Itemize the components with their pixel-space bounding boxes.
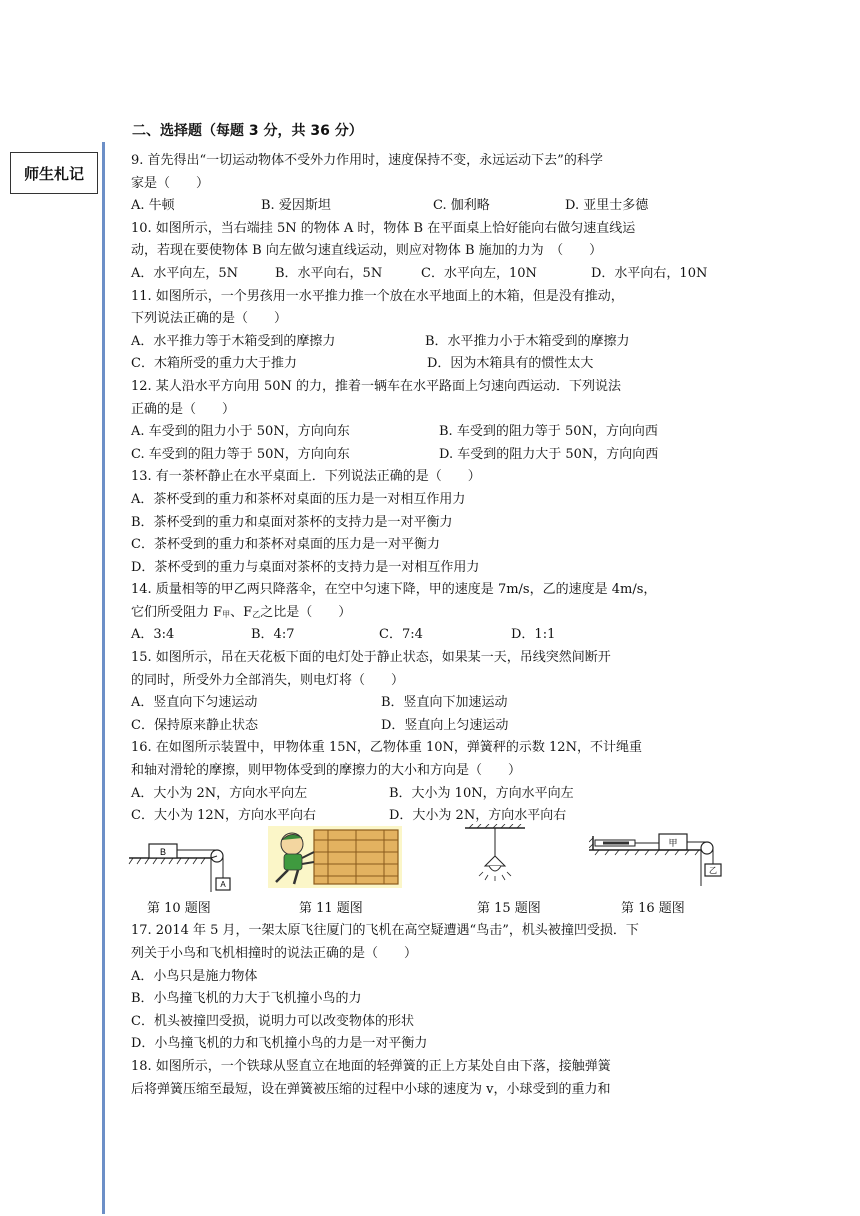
fig10-block-a-label: A xyxy=(220,879,226,889)
q13-option-a: A．茶杯受到的重力和茶杯对桌面的压力是一对相互作用力 xyxy=(131,491,466,507)
q16-options-row-1 xyxy=(131,783,731,806)
q17-option-c: C．机头被撞凹受损，说明力可以改变物体的形状 xyxy=(131,1013,414,1029)
q14-option-a: A．3:4 xyxy=(131,627,175,643)
q11-option-c: C．木箱所受的重力大于推力 xyxy=(131,356,297,372)
q11-options-row-1 xyxy=(131,331,731,354)
q11-option-a: A．水平推力等于木箱受到的摩擦力 xyxy=(131,333,336,349)
q14-sub-jia: 甲 xyxy=(222,609,231,619)
fig15-caption: 第 15 题图 xyxy=(477,900,541,916)
q10-option-c: C．水平向左，10N xyxy=(421,265,537,281)
margin-rule xyxy=(102,142,105,1214)
q17-option-b: B．小鸟撞飞机的力大于飞机撞小鸟的力 xyxy=(131,991,362,1007)
question-list xyxy=(131,150,731,1101)
q14-sub-yi: 乙 xyxy=(252,609,261,619)
hanging-lamp-icon xyxy=(461,824,529,886)
q16-stem-2: 和轴对滑轮的摩擦，则甲物体受到的摩擦力的大小和方向是（ ） xyxy=(131,763,522,779)
q13-option-d: D．茶杯受到的重力与桌面对茶杯的支持力是一对相互作用力 xyxy=(131,559,480,575)
q17-stem-1: 17. 2014 年 5 月，一架太原飞往厦门的飞机在高空疑遭遇“鸟击”，机头被撞凹受损．下 xyxy=(131,923,639,939)
q14-option-d: D．1:1 xyxy=(511,627,556,643)
q9-option-b: B. 爱因斯坦 xyxy=(261,198,331,214)
q9-option-a: A. 牛顿 xyxy=(131,198,175,214)
q16-option-d: D．大小为 2N，方向水平向右 xyxy=(389,808,567,824)
q18-stem-2: 后将弹簧压缩至最短，设在弹簧被压缩的过程中小球的速度为 v，小球受到的重力和 xyxy=(131,1081,611,1097)
q16-option-a: A．大小为 2N，方向水平向左 xyxy=(131,785,308,801)
q12-option-c: C. 车受到的阻力等于 50N，方向向东 xyxy=(131,446,350,462)
figure-captions xyxy=(131,898,731,921)
q16-option-b: B．大小为 10N，方向水平向左 xyxy=(389,785,574,801)
q15-options-row-2 xyxy=(131,715,731,738)
q15-option-a: A．竖直向下匀速运动 xyxy=(131,695,258,711)
q15-option-c: C．保持原来静止状态 xyxy=(131,717,258,733)
q17-option-d: D．小鸟撞飞机的力和飞机撞小鸟的力是一对平衡力 xyxy=(131,1036,428,1052)
boy-pushing-crate-icon xyxy=(268,826,402,888)
q16-option-c: C．大小为 12N，方向水平向右 xyxy=(131,808,316,824)
q17-stem-2: 列关于小鸟和飞机相撞时的说法正确的是（ ） xyxy=(131,946,418,961)
q12-options-row-2 xyxy=(131,444,731,467)
q12-option-b: B. 车受到的阻力等于 50N，方向向西 xyxy=(439,424,658,440)
q16-options-row-2 xyxy=(131,805,731,828)
q14-stem-2-pre: 它们所受阻力 F xyxy=(131,604,223,620)
q18-stem-1: 18. 如图所示，一个铁球从竖直立在地面的轻弹簧的正上方某处自由下落，接触弹簧 xyxy=(131,1058,611,1074)
q14-stem-1: 14. 质量相等的甲乙两只降落伞，在空中匀速下降，甲的速度是 7m/s，乙的速度是 4m/s， xyxy=(131,582,657,598)
q14-option-c: C．7:4 xyxy=(379,627,423,643)
q11-option-d: D．因为木箱具有的惯性太大 xyxy=(427,356,594,372)
figure-10-pulley-diagram xyxy=(127,836,237,894)
q10-stem-2: 动，若现在要使物体 B 向左做匀速直线运动，则应对物体 B 施加的力为 （ ） xyxy=(131,243,603,259)
q14-stem-2-post: 之比是（ ） xyxy=(260,604,352,620)
q15-stem-2: 的同时，所受外力全部消失，则电灯将（ ） xyxy=(131,672,405,688)
q12-option-a: A. 车受到的阻力小于 50N，方向向东 xyxy=(131,424,350,440)
q12-stem-2: 正确的是（ ） xyxy=(131,401,236,417)
q13-option-c: C．茶杯受到的重力和茶杯对桌面的压力是一对平衡力 xyxy=(131,537,440,553)
q12-option-d: D. 车受到的阻力大于 50N，方向向西 xyxy=(439,446,659,462)
q11-options-row-2 xyxy=(131,353,731,376)
q13-stem: 13. 有一茶杯静止在水平桌面上．下列说法正确的是（ ） xyxy=(131,469,481,485)
q12-stem-1: 12. 某人沿水平方向用 50N 的力，推着一辆车在水平路面上匀速向西运动．下列说法 xyxy=(131,378,621,394)
fig16-caption: 第 16 题图 xyxy=(621,900,685,916)
figure-16-spring-scale-diagram xyxy=(589,828,729,888)
fig16-block-jia-label: 甲 xyxy=(668,838,678,849)
q17-option-a: A．小鸟只是施力物体 xyxy=(131,968,258,984)
q15-option-d: D．竖直向上匀速运动 xyxy=(381,717,509,733)
q11-stem-2: 下列说法正确的是（ ） xyxy=(131,311,288,327)
q11-stem-1: 11. 如图所示，一个男孩用一水平推力推一个放在水平地面上的木箱，但是没有推动， xyxy=(131,288,624,304)
notes-label: 师生札记 xyxy=(23,164,84,183)
q14-stem-2-mid: 、F xyxy=(230,604,253,620)
q13-option-b: B．茶杯受到的重力和桌面对茶杯的支持力是一对平衡力 xyxy=(131,514,453,530)
q14-options xyxy=(131,624,731,647)
q12-options-row-1 xyxy=(131,421,731,444)
q14-option-b: B．4:7 xyxy=(251,627,295,643)
q9-option-d: D. 亚里士多德 xyxy=(565,198,649,214)
notes-label-box xyxy=(10,152,98,194)
q15-option-b: B．竖直向下加速运动 xyxy=(381,695,508,711)
q15-stem-1: 15. 如图所示，吊在天花板下面的电灯处于静止状态，如果某一天，吊线突然间断开 xyxy=(131,650,611,666)
q9-options xyxy=(131,195,731,218)
q10-option-d: D．水平向右，10N xyxy=(591,265,708,281)
q10-option-b: B．水平向右，5N xyxy=(275,265,383,281)
fig10-caption: 第 10 题图 xyxy=(147,900,211,916)
q14-stem-2 xyxy=(131,602,731,625)
q15-options-row-1 xyxy=(131,692,731,715)
q10-options xyxy=(131,263,731,286)
q10-stem-1: 10. 如图所示，当右端挂 5N 的物体 A 时，物体 B 在平面桌上恰好能向右做匀速直线运 xyxy=(131,220,636,236)
q9-stem-1: 9. 首先得出“一切运动物体不受外力作用时，速度保持不变，永远运动下去”的科学 xyxy=(131,153,603,168)
fig11-caption: 第 11 题图 xyxy=(299,900,363,916)
section-title: 二、选择题（每题 3 分，共 36 分） xyxy=(132,123,363,139)
figures-row xyxy=(131,830,731,898)
fig16-block-yi-label: 乙 xyxy=(709,865,717,875)
fig10-block-b-label: B xyxy=(159,846,167,857)
q10-option-a: A．水平向左，5N xyxy=(131,265,239,281)
q11-option-b: B．水平推力小于木箱受到的摩擦力 xyxy=(425,333,630,349)
q9-stem-2: 家是（ ） xyxy=(131,175,210,191)
q16-stem-1: 16. 在如图所示装置中，甲物体重 15N，乙物体重 10N，弹簧秤的示数 12N，不计绳重 xyxy=(131,740,642,756)
q9-option-c: C. 伽利略 xyxy=(433,198,490,214)
